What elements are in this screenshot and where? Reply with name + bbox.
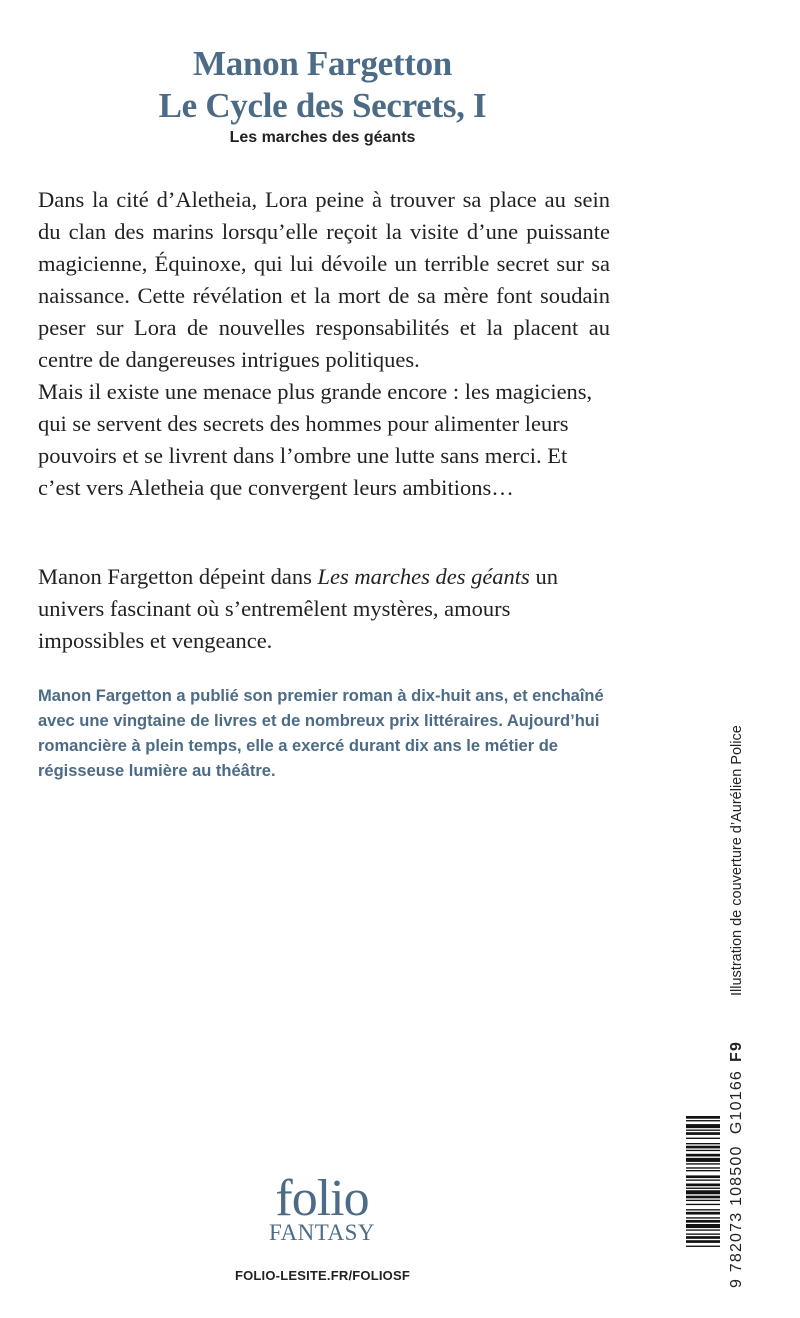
barcode-bar <box>686 1163 720 1164</box>
barcode-bar <box>686 1240 720 1243</box>
barcode-icon <box>686 1116 720 1288</box>
barcode-bar <box>686 1143 720 1144</box>
synopsis-paragraph-2: Mais il existe une menace plus grande encore : les magiciens, qui se servent des secrets des hommes pour alimenter leurs pouvoirs et se livrent dans l’ombre une lutte sans merci. Et c’est vers Aletheia que convergent leurs ambitions… <box>38 379 593 500</box>
barcode-bar <box>686 1229 720 1230</box>
product-code: G10166 <box>728 1069 745 1135</box>
barcode-bar <box>686 1200 720 1201</box>
barcode-bar <box>686 1246 720 1247</box>
isbn-line <box>726 1041 748 1288</box>
barcode-bar <box>686 1120 720 1121</box>
barcode-bar <box>686 1175 720 1178</box>
barcode-bar <box>686 1167 720 1168</box>
teaser-text-before: Manon Fargetton dépeint dans <box>38 564 318 589</box>
synopsis <box>38 184 610 504</box>
barcode-bar <box>686 1188 720 1189</box>
author-bio <box>38 684 612 784</box>
barcode-bar <box>686 1184 720 1187</box>
barcode-bar <box>686 1138 720 1139</box>
barcode-bar <box>686 1132 720 1135</box>
barcode-bar <box>686 1190 720 1194</box>
author-name: Manon Fargetton <box>193 44 452 83</box>
synopsis-paragraph-1: Dans la cité d’Aletheia, Lora peine à trouver sa place au sein du clan des marins lorsqu’elle reçoit la visite d’une puissante magicienne, Équinoxe, qui lui dévoile un terrible secret sur sa naissance. Cette révélation et la mort de sa mère font soudain peser sur Lora de nouvelles responsabilités et la placent au centre de dangereuses intrigues politiques. <box>38 187 610 372</box>
barcode-bar <box>686 1220 720 1223</box>
book-subtitle: Les marches des géants <box>229 129 416 146</box>
folio-fantasy-logo <box>262 1170 382 1245</box>
price-code: F9 <box>728 1040 745 1062</box>
barcode-bar <box>686 1154 720 1157</box>
illustration-credit: Illustration de couverture d’Aurélien Police <box>729 725 745 996</box>
barcode-bar <box>686 1116 720 1119</box>
barcode-bar <box>686 1146 720 1149</box>
barcode-bar <box>686 1158 720 1162</box>
isbn-digits: 9 782073 108500 <box>728 1145 745 1288</box>
fantasy-logo-word: FANTASY <box>268 1220 376 1245</box>
folio-logo-word: folio <box>275 1170 369 1227</box>
teaser-text-after: un univers fascinant où s’entremêlent mystères, amours impossibles et vengeance. <box>38 564 558 653</box>
publisher-url[interactable]: FOLIO-LESITE.FR/FOLIOSF <box>234 1268 411 1283</box>
teaser-paragraph <box>38 561 610 657</box>
barcode-bar <box>686 1204 720 1205</box>
barcode-bar <box>686 1209 720 1210</box>
barcode-bar <box>686 1130 720 1131</box>
barcode-bar <box>686 1236 720 1239</box>
barcode-bar <box>686 1170 720 1171</box>
barcode-bar <box>686 1233 720 1234</box>
barcode-bar <box>686 1150 720 1151</box>
barcode-bar <box>686 1179 720 1180</box>
author-bio-text: Manon Fargetton a publié son premier roman à dix-huit ans, et enchaîné avec une vingtaine de livres et de nombreux prix littéraires. Aujourd’hui romancière à plein temps, elle a exercé durant dix ans le métier de régisseuse lumière au théâtre. <box>38 687 604 780</box>
barcode-bar <box>686 1196 720 1199</box>
barcode-bar <box>686 1124 720 1128</box>
barcode-bar <box>686 1224 720 1228</box>
barcode-bar <box>686 1217 720 1218</box>
barcode-bar <box>686 1212 720 1215</box>
teaser-book-title: Les marches des géants <box>317 564 530 589</box>
series-title: Le Cycle des Secrets, I <box>158 86 487 125</box>
